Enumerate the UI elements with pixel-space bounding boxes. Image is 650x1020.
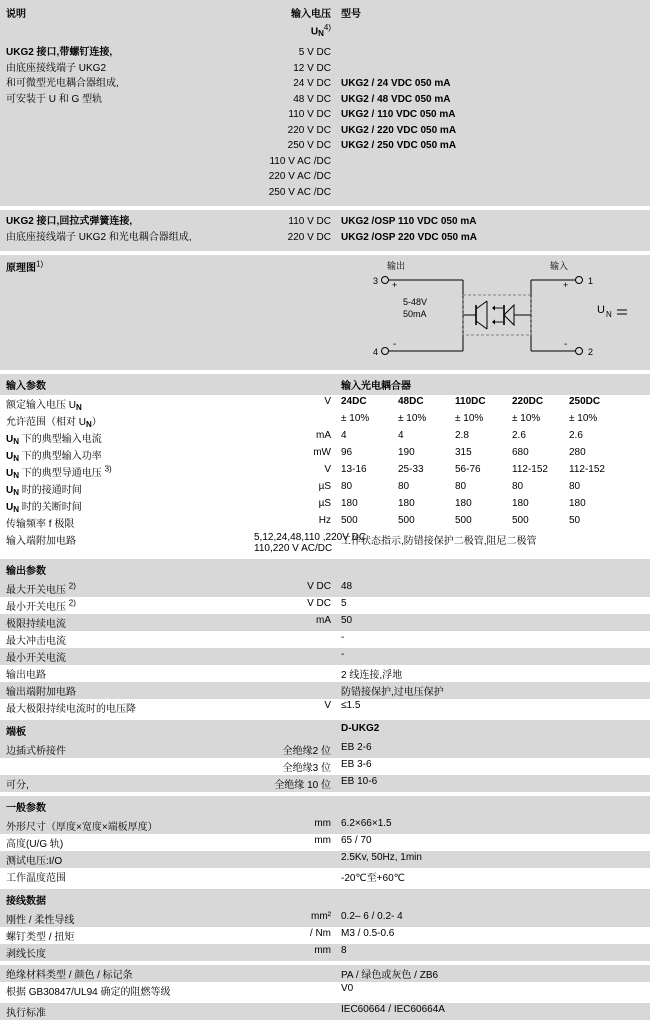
block1-desc-line-3: 可安装于 U 和 G 型轨 [6, 93, 103, 105]
block2-voltage-0: 110 V DC [288, 216, 331, 228]
param-value-3: 2.6 [512, 430, 526, 442]
param-value: EB 2-6 [341, 742, 372, 754]
param-value-4: 280 [569, 447, 586, 459]
param-label [0, 758, 250, 775]
param-unit: / Nm [309, 928, 331, 940]
param-unit [250, 965, 335, 982]
input-parameters-group [0, 395, 650, 555]
param-unit-line-1: 5,12,24,48,110 ,220V DC [254, 532, 367, 544]
param-unit: mA [316, 615, 331, 627]
param-value-0: 96 [341, 447, 353, 459]
block1-voltage-5: 220 V DC [287, 124, 331, 136]
param-values [335, 429, 650, 446]
param-unit-line-2: 110,220 V AC/DC [254, 543, 333, 555]
param-value-2: 80 [455, 481, 467, 493]
param-value-1: 190 [398, 447, 415, 459]
param-value-0: 4 [341, 430, 347, 442]
param-unit: µS [318, 498, 331, 510]
schematic-section [0, 255, 650, 370]
param-values [335, 480, 650, 497]
param-value: EB 3-6 [341, 759, 372, 771]
param-label: 输入端附加电路 [6, 536, 76, 548]
param-values [335, 497, 650, 514]
block2-type-1: UKG2 /OSP 220 VDC 050 mA [341, 231, 477, 243]
header-un-symbol [0, 23, 335, 41]
schematic-title-footnote: 1) [36, 260, 44, 269]
schematic-pin-4: 4 [373, 347, 379, 358]
endplate-section-header [0, 720, 650, 741]
param-value-2: 2.8 [455, 430, 469, 442]
param-unit: mm [314, 945, 331, 957]
param-label-text: 下的典型导通电压 [19, 468, 105, 480]
block2-desc-line-0: UKG2 接口,回拉式弹簧连接, [6, 216, 133, 228]
table-row [0, 910, 650, 927]
param-unit: 全绝缘3 位 [282, 763, 331, 775]
standard-group [0, 1003, 650, 1020]
param-value: 2.5Kv, 50Hz, 1min [341, 852, 422, 864]
param-unit [250, 665, 335, 682]
block2-type-0: UKG2 /OSP 110 VDC 050 mA [341, 216, 477, 228]
param-label: 极限持续电流 [6, 619, 66, 631]
param-value-4: 50 [569, 515, 581, 527]
table-row [0, 982, 650, 999]
param-unit: mA [316, 430, 331, 442]
input-section-title: 输入参数 [6, 381, 46, 393]
param-value: - [341, 632, 345, 644]
block2-type-list [335, 210, 650, 251]
param-value-1: 80 [398, 481, 410, 493]
param-value: 65 / 70 [341, 835, 372, 847]
param-label [0, 597, 250, 614]
param-unit: Hz [318, 515, 331, 527]
param-value-0: 80 [341, 481, 353, 493]
param-label: 执行标准 [6, 1008, 46, 1020]
param-label: 最大极限持续电流时的电压降 [6, 704, 136, 716]
param-label: 工作温度范围 [6, 873, 66, 885]
general-group [0, 817, 650, 885]
block1-voltage-0: 5 V DC [298, 47, 331, 59]
block2-voltage-list [250, 210, 335, 251]
opto-transistor-collector [476, 301, 487, 309]
param-label: 输出端附加电路 [6, 687, 76, 699]
table-row [0, 965, 650, 982]
output-section-title: 输出参数 [6, 566, 46, 578]
block1-type-0 [341, 45, 644, 61]
opto-transistor-emitter [476, 321, 487, 329]
schematic-minus-left: - [393, 339, 397, 351]
param-label: 可分, [6, 780, 29, 792]
general-section-title-right [335, 796, 650, 817]
param-label [0, 463, 250, 480]
param-label-sub: N [86, 420, 92, 430]
schematic-plus-right: + [563, 280, 569, 291]
table-row [0, 429, 650, 446]
param-label-pre: U [6, 485, 14, 497]
param-value-4: 2.6 [569, 430, 583, 442]
param-label [0, 395, 250, 412]
param-label-tail: ） [91, 417, 102, 429]
param-value-4: 80 [569, 481, 581, 493]
table-row [0, 665, 650, 682]
param-label-pre: U [6, 434, 14, 446]
un-u: U [310, 26, 319, 38]
param-unit [250, 682, 335, 699]
param-unit [250, 868, 335, 885]
param-value: M3 / 0.5-0.6 [341, 928, 395, 940]
block1-voltage-8: 220 V AC /DC [268, 171, 331, 183]
schematic-label-output: 输出 [387, 261, 406, 272]
opto-led-triangle [504, 305, 514, 325]
param-unit-multiline [250, 531, 367, 555]
param-value-3: 180 [512, 498, 529, 510]
table-row [0, 1003, 650, 1020]
param-value: ≤1.5 [341, 700, 361, 712]
param-values [335, 395, 650, 412]
param-value-0: ± 10% [341, 413, 370, 425]
param-label [0, 480, 250, 497]
endplate-section-value: D-UKG2 [341, 723, 380, 735]
param-value: - [341, 649, 345, 661]
param-unit: 全绝缘 10 位 [274, 780, 331, 792]
param-unit [250, 851, 335, 868]
param-unit: V DC [307, 581, 331, 593]
wiring-section-title-right [335, 889, 650, 910]
param-value-2: 180 [455, 498, 472, 510]
table-row [0, 944, 650, 961]
param-label-sub: N [13, 454, 20, 464]
param-label-footnote: 3) [104, 465, 112, 474]
table-header-row [0, 0, 650, 23]
general-section-title: 一般参数 [6, 803, 46, 815]
param-label-footnote: 2) [68, 582, 76, 591]
param-value-0: 180 [341, 498, 358, 510]
param-label-pre: U [6, 468, 14, 480]
param-values [335, 531, 650, 555]
block2-desc-line-1: 由底座接线端子 UKG2 和光电耦合器组成, [6, 231, 192, 243]
param-value-2: 110DC [455, 396, 486, 408]
param-value: 8 [341, 945, 347, 957]
param-value-0: 24DC [341, 396, 367, 408]
param-unit [250, 648, 335, 665]
param-label-text: 时的关断时间 [19, 502, 82, 514]
param-value-3: 80 [512, 481, 524, 493]
table-row [0, 395, 650, 412]
block1-desc-line-2: 和可微型光电耦合器组成, [6, 78, 119, 90]
param-unit: mm [314, 818, 331, 830]
param-label-sub: N [76, 403, 82, 413]
param-label [0, 497, 250, 514]
block1-type-5: UKG2 / 220 VDC 050 mA [341, 124, 457, 136]
param-value: 5 [341, 598, 347, 610]
param-value: -20℃至+60℃ [341, 873, 405, 885]
table-row [0, 851, 650, 868]
block1-voltage-1: 12 V DC [293, 62, 331, 74]
block1-voltage-9: 250 V AC /DC [268, 186, 331, 198]
param-value-2: 500 [455, 515, 472, 527]
param-label-text: 额定输入电压 U [6, 400, 76, 412]
output-parameters-group [0, 580, 650, 716]
material-group [0, 965, 650, 999]
param-value-1: 4 [398, 430, 404, 442]
block1-voltage-4: 110 V DC [288, 109, 331, 121]
table-row [0, 927, 650, 944]
block1-type-3: UKG2 / 48 VDC 050 mA [341, 93, 451, 105]
table-row [0, 699, 650, 716]
param-values [335, 514, 650, 531]
param-value: EB 10-6 [341, 776, 378, 788]
wiring-group [0, 910, 650, 961]
block2-voltage-1: 220 V DC [287, 231, 331, 243]
table-row [0, 817, 650, 834]
schematic-pin-2: 2 [588, 347, 594, 358]
product-block-screw [0, 41, 650, 206]
product-block-spring [0, 210, 650, 251]
param-value-1: 48DC [398, 396, 424, 408]
param-value: 50 [341, 615, 353, 627]
param-label: 传输频率 f 极限 [6, 519, 75, 531]
param-unit: mW [313, 447, 331, 459]
table-row [0, 834, 650, 851]
schematic-minus-right: - [564, 339, 568, 351]
block1-type-6: UKG2 / 250 VDC 050 mA [341, 140, 457, 152]
output-section-header [0, 559, 650, 580]
param-value-3: 680 [512, 447, 529, 459]
block1-type-list [335, 41, 650, 206]
table-row [0, 412, 650, 429]
input-section-header [0, 374, 650, 395]
param-value-2: ± 10% [455, 413, 484, 425]
param-label-text: 最小开关电压 [6, 602, 69, 614]
schematic-un-label: U [597, 304, 605, 317]
param-label-sub: N [13, 437, 20, 447]
param-unit: V DC [307, 598, 331, 610]
block1-voltage-2: 24 V DC [293, 78, 331, 90]
header-type: 型号 [341, 9, 361, 20]
block1-voltage-6: 250 V DC [287, 140, 331, 152]
param-value-3: 112-152 [512, 464, 548, 476]
terminal-1 [576, 277, 583, 284]
table-row [0, 597, 650, 614]
endplate-section-title: 端板 [6, 727, 26, 739]
param-value: 2 线连接,浮地 [341, 670, 403, 682]
param-unit [250, 412, 335, 429]
param-label: 外形尺寸（厚度×宽度×端板厚度） [6, 822, 158, 834]
header-description: 说明 [6, 9, 26, 20]
param-value: PA / 绿色或灰色 / ZB6 [341, 970, 439, 982]
schematic-rating-current: 50mA [403, 309, 427, 320]
param-label: 最大冲击电流 [6, 636, 66, 648]
param-unit [250, 982, 335, 999]
param-unit [250, 631, 335, 648]
param-value: 0.2– 6 / 0.2- 4 [341, 911, 403, 923]
header-un-row [0, 23, 650, 41]
block1-desc-line-1: 由底座接线端子 UKG2 [6, 62, 107, 74]
param-label-pre: U [6, 502, 14, 514]
schematic-pin-1: 1 [588, 276, 594, 287]
param-value: 48 [341, 581, 353, 593]
light-arrow-1-head [492, 306, 495, 311]
schematic-drawing [335, 255, 650, 370]
param-unit: V [324, 464, 331, 476]
un-n: N [318, 29, 324, 39]
param-value: 6.2×66×1.5 [341, 818, 392, 830]
table-row [0, 631, 650, 648]
schematic-dc-symbol [617, 310, 627, 314]
param-label [0, 580, 250, 597]
block1-type-2: UKG2 / 24 VDC 050 mA [341, 78, 451, 90]
param-label-footnote: 2) [68, 599, 76, 608]
param-unit: µS [318, 481, 331, 493]
param-value-1: 500 [398, 515, 415, 527]
param-label: 剥线长度 [6, 949, 46, 961]
param-label-pre: U [6, 451, 14, 463]
output-section-title-right [335, 559, 650, 580]
block2-description [0, 210, 250, 251]
param-value-0: 500 [341, 515, 358, 527]
param-value-1: ± 10% [398, 413, 427, 425]
param-label-text: 最大开关电压 [6, 585, 69, 597]
terminal-3 [382, 277, 389, 284]
input-optocoupler-title: 输入光电耦合器 [341, 381, 411, 393]
param-value-0: 13-16 [341, 464, 367, 476]
param-value-3: ± 10% [512, 413, 541, 425]
block1-voltage-3: 48 V DC [293, 93, 331, 105]
param-label-text: 允许范围（相对 U [6, 417, 86, 429]
param-value: IEC60664 / IEC60664A [341, 1004, 445, 1016]
param-unit: V [324, 396, 331, 408]
param-label-sub: N [13, 505, 20, 515]
param-label: 最小开关电流 [6, 653, 66, 665]
param-label-text: 下的典型输入功率 [19, 451, 102, 463]
general-section-header [0, 796, 650, 817]
schematic-label-input: 输入 [550, 261, 569, 272]
block1-voltage-list [250, 41, 335, 206]
schematic-un-sub: N [606, 310, 612, 320]
param-value-4: 112-152 [569, 464, 605, 476]
param-value-note: 工作状态指示,防错接保护二极管,阻尼二极管 [341, 536, 537, 548]
param-label [0, 412, 250, 429]
light-arrow-2-head [492, 320, 495, 325]
param-value-4: 250DC [569, 396, 601, 408]
table-row [0, 497, 650, 514]
block1-type-1 [341, 61, 644, 77]
param-label: 绝缘材料类型 / 颜色 / 标记条 [6, 970, 133, 982]
param-label-sub: N [13, 488, 20, 498]
param-label [0, 446, 250, 463]
param-label: 螺钉类型 / 扭矩 [6, 932, 75, 944]
param-unit: mm² [311, 911, 331, 923]
block1-type-4: UKG2 / 110 VDC 050 mA [341, 109, 456, 121]
schematic-pin-3: 3 [373, 276, 379, 287]
terminal-2 [576, 348, 583, 355]
param-value: V0 [341, 983, 354, 995]
param-value-1: 25-33 [398, 464, 424, 476]
table-row [0, 480, 650, 497]
param-value-4: 180 [569, 498, 586, 510]
table-row [0, 580, 650, 597]
param-value-3: 220DC [512, 396, 544, 408]
param-unit: mm [314, 835, 331, 847]
block1-voltage-7: 110 V AC /DC [269, 155, 331, 167]
table-row [0, 758, 650, 775]
schematic-rating-voltage: 5-48V [403, 297, 428, 308]
header-input-voltage: 输入电压 [291, 9, 331, 20]
param-unit [250, 1003, 335, 1020]
param-unit: V [324, 700, 331, 712]
param-label: 边插式桥接件 [6, 746, 66, 758]
param-values [335, 412, 650, 429]
param-unit: 全绝缘2 位 [282, 746, 331, 758]
schematic-svg [335, 255, 650, 370]
block1-description [0, 41, 250, 206]
table-row [0, 741, 650, 758]
param-label: 刚性 / 柔性导线 [6, 915, 75, 927]
terminal-4 [382, 348, 389, 355]
param-value-2: 56-76 [455, 464, 481, 476]
schematic-title: 原理图 [6, 263, 36, 275]
schematic-title-cell [0, 255, 335, 370]
param-value-1: 180 [398, 498, 415, 510]
table-row [0, 682, 650, 699]
param-value: 防错接保护,过电压保护 [341, 687, 444, 699]
schematic-plus-left: + [392, 280, 398, 291]
wiring-section-header [0, 889, 650, 910]
param-label: 测试电压:I/O [6, 856, 63, 868]
table-row [0, 463, 650, 480]
param-label-sub: N [13, 471, 20, 481]
param-value-2: 315 [455, 447, 472, 459]
wiring-section-title: 接线数据 [6, 896, 46, 908]
param-value-4: ± 10% [569, 413, 598, 425]
un-footnote: 4) [323, 23, 331, 32]
endplate-group [0, 741, 650, 792]
block1-desc-line-0: UKG2 接口,带螺钉连接, [6, 47, 113, 59]
param-label-text: 下的典型输入电流 [19, 434, 102, 446]
table-row [0, 446, 650, 463]
table-row [0, 868, 650, 885]
table-row [0, 648, 650, 665]
table-row [0, 531, 650, 555]
table-row [0, 775, 650, 792]
param-label: 高度(U/G 轨) [6, 839, 64, 851]
param-values [335, 446, 650, 463]
param-values [335, 463, 650, 480]
param-label: 根据 GB30847/UL94 确定的阻燃等级 [6, 987, 171, 999]
table-row [0, 614, 650, 631]
param-label [0, 429, 250, 446]
table-row [0, 514, 650, 531]
param-label: 输出电路 [6, 670, 46, 682]
param-value-3: 500 [512, 515, 529, 527]
param-label-text: 时的接通时间 [19, 485, 82, 497]
